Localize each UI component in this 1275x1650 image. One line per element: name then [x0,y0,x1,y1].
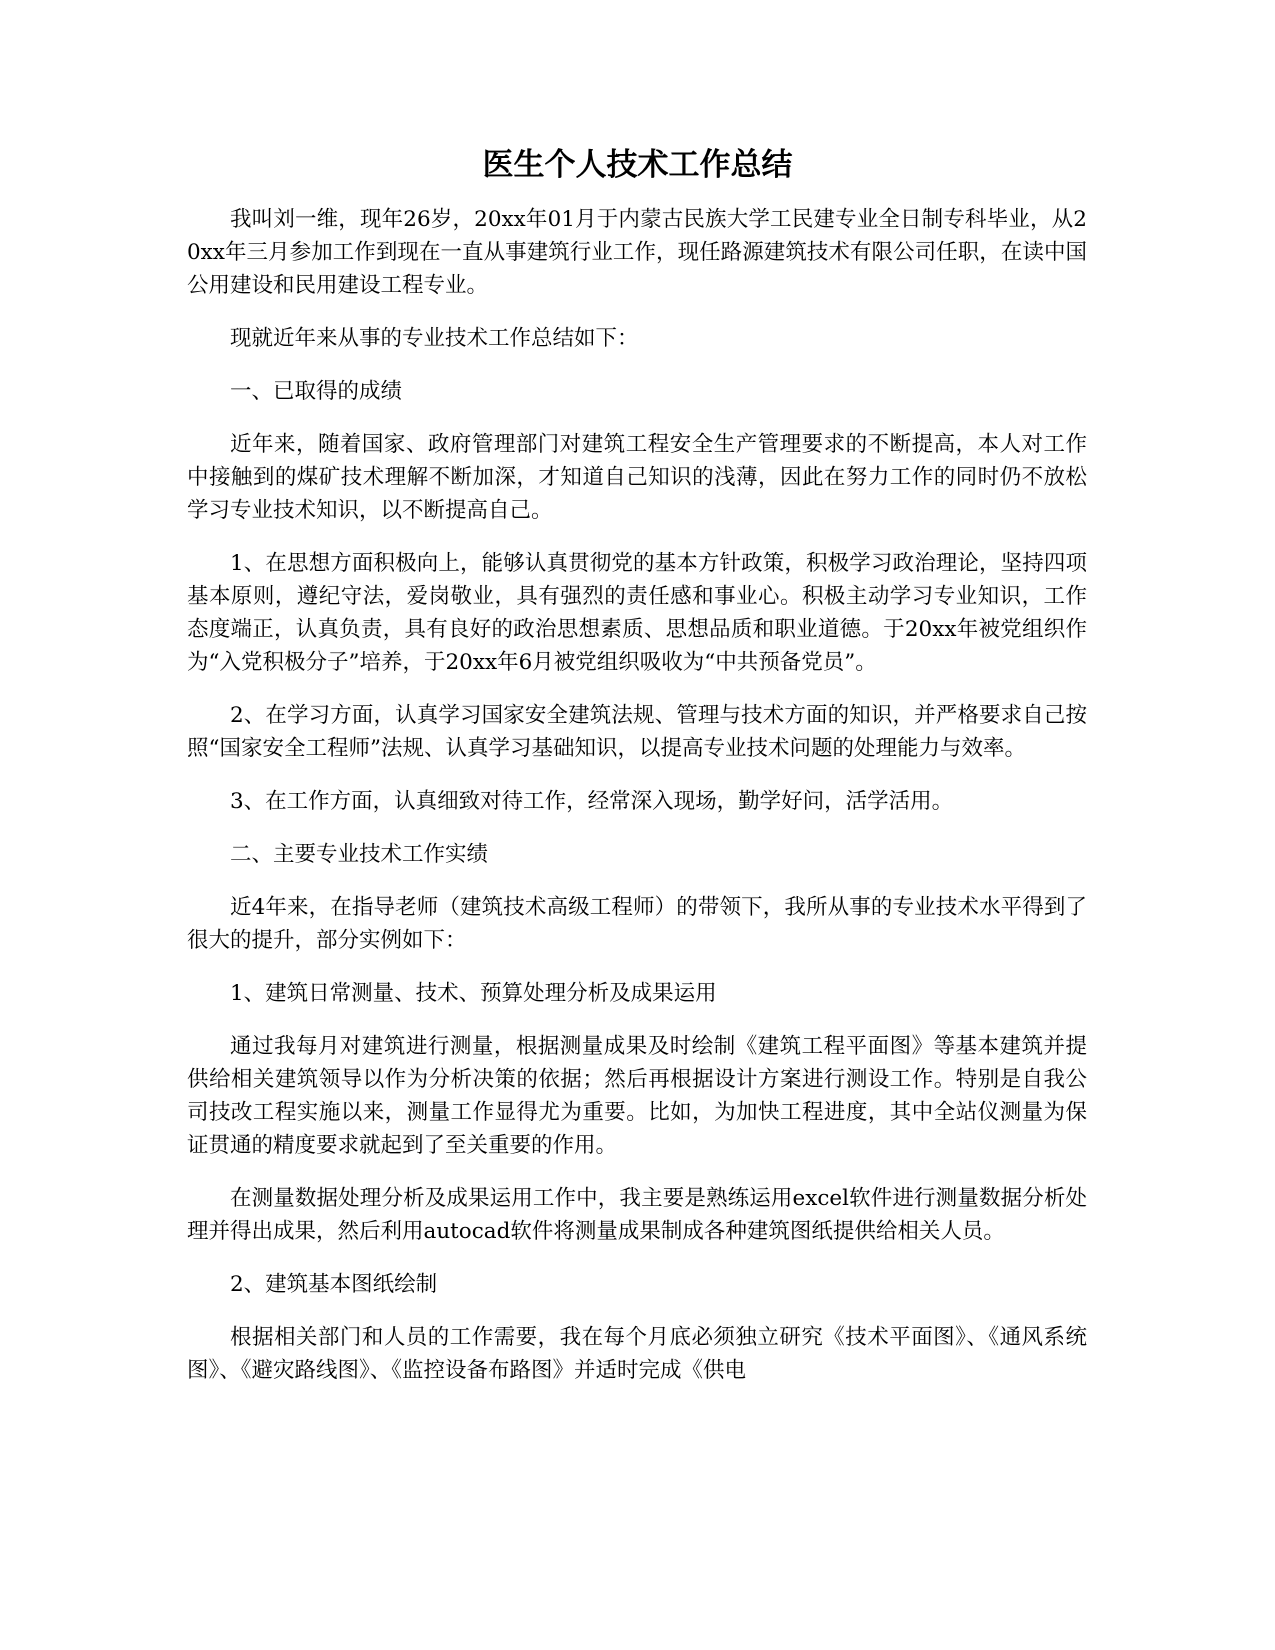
paragraph-study: 2、在学习方面，认真学习国家安全建筑法规、管理与技术方面的知识，并严格要求自己按照“国家安全工程师”法规、认真学习基础知识，以提高专业技术问题的处理能力与效率。 [187,703,1087,761]
paragraph-measurement: 通过我每月对建筑进行测量，根据测量成果及时绘制《建筑工程平面图》等基本建筑并提供给相关建筑领导以作为分析决策的依据；然后再根据设计方案进行测设工作。特别是自我公司技改工程实施以来，测量工作显得尤为重要。比如，为加快工程进度，其中全站仪测量为保证贯通的精度要求就起到了至关重要的作用。 [187,1034,1087,1158]
paragraph-drawing: 根据相关部门和人员的工作需要，我在每个月底必须独立研究《技术平面图》、《通风系统图》、《避灾路线图》、《监控设备布路图》并适时完成《供电 [187,1325,1087,1383]
paragraph-work: 3、在工作方面，认真细致对待工作，经常深入现场，勤学好问，活学活用。 [230,789,954,814]
document-title: 医生个人技术工作总结 [482,147,793,183]
section-heading-achievements: 一、已取得的成绩 [230,379,403,404]
subheading-drawing: 2、建筑基本图纸绘制 [230,1272,438,1297]
paragraph-data-processing: 在测量数据处理分析及成果运用工作中，我主要是熟练运用excel软件进行测量数据分析处理并得出成果，然后利用autocad软件将测量成果制成各种建筑图纸提供给相关人员。 [187,1186,1087,1244]
paragraph-ideology: 1、在思想方面积极向上，能够认真贯彻党的基本方针政策，积极学习政治理论，坚持四项基本原则，遵纪守法，爱岗敬业，具有强烈的责任感和事业心。积极主动学习专业知识，工作态度端正，认真负责，具有良好的政治思想素质、思想品质和职业道德。于20xx年被党组织作为“入党积极分子”培养，于20xx年6月被党组织吸收为“中共预备党员”。 [187,551,1087,675]
section-heading-performance: 二、主要专业技术工作实绩 [230,842,489,867]
subheading-measurement: 1、建筑日常测量、技术、预算处理分析及成果运用 [230,981,717,1006]
document-body [187,203,1087,1407]
paragraph-summary-lead: 现就近年来从事的专业技术工作总结如下： [230,326,639,351]
paragraph-achievements: 近年来，随着国家、政府管理部门对建筑工程安全生产管理要求的不断提高，本人对工作中接触到的煤矿技术理解不断加深，才知道自己知识的浅薄，因此在努力工作的同时仍不放松学习专业技术知识，以不断提高自己。 [187,432,1087,523]
paragraph-intro: 我叫刘一维，现年26岁，20xx年01月于内蒙古民族大学工民建专业全日制专科毕业，从20xx年三月参加工作到现在一直从事建筑行业工作，现任路源建筑技术有限公司任职，在读中国公用建设和民用建设工程专业。 [187,207,1087,298]
paragraph-performance: 近4年来，在指导老师（建筑技术高级工程师）的带领下，我所从事的专业技术水平得到了很大的提升，部分实例如下： [187,895,1087,953]
